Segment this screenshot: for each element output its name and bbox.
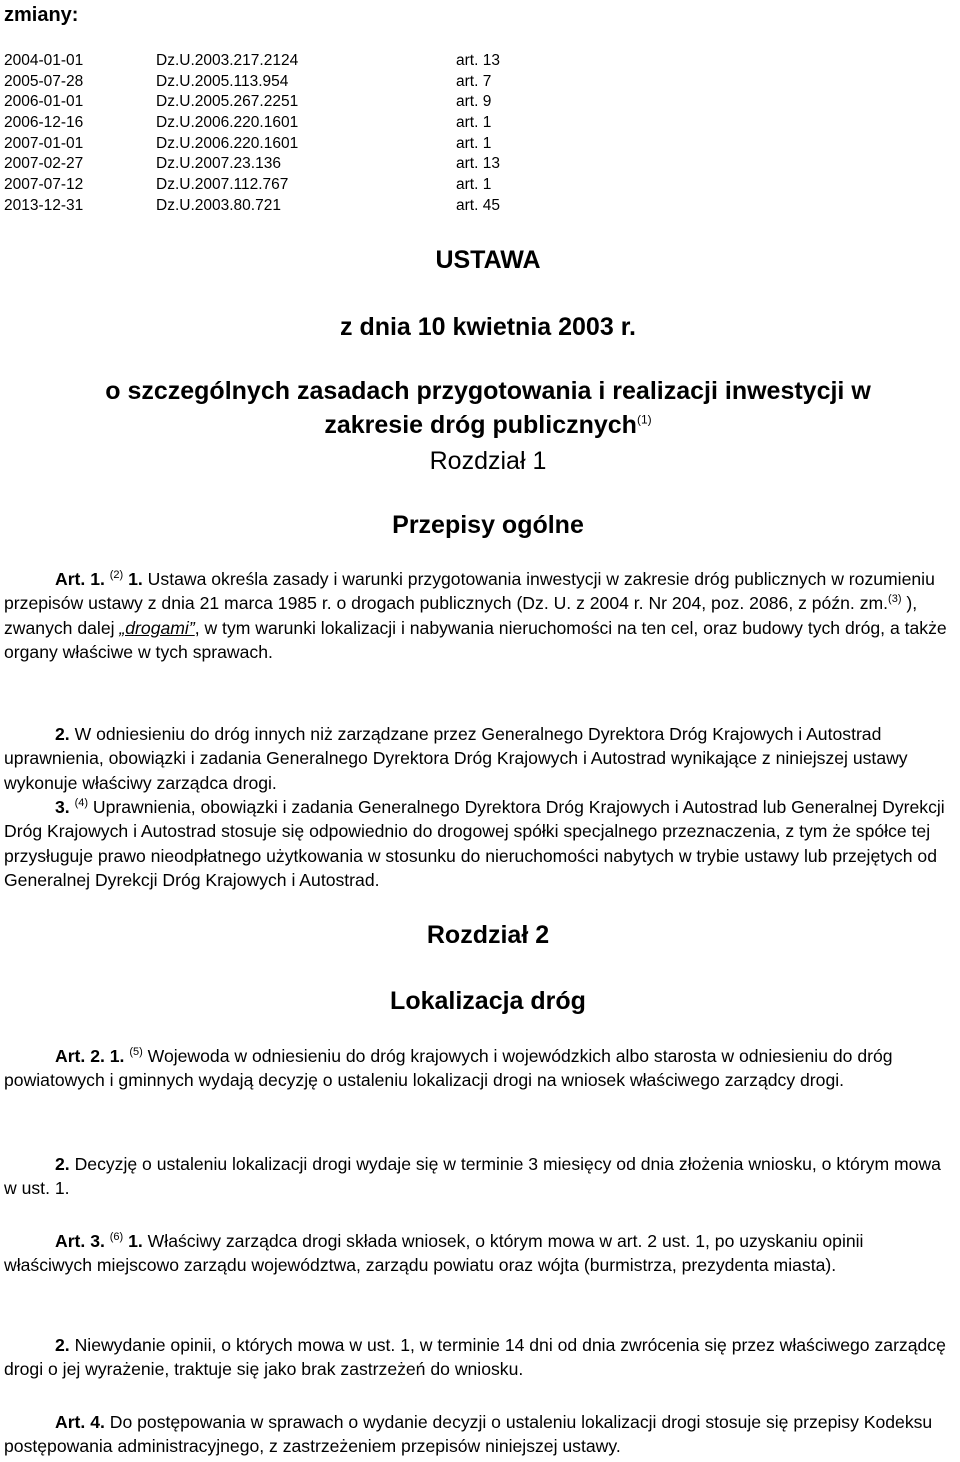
footnote-ref[interactable]: (3) [888, 593, 902, 606]
change-date: 2004-01-01 [4, 52, 84, 69]
act-title: USTAWA [435, 246, 541, 274]
change-source: Dz.U.2003.217.2124 [156, 52, 299, 69]
paragraph-text: Właściwy zarządca drogi składa wniosek, o którym mowa w art. 2 ust. 1, po uzyskaniu opinii właściwych miejscowo zarządu województwa, zarządu powiatu oraz wójta (burmistrza, prezydenta miasta). [4, 1231, 864, 1276]
change-article: art. 1 [456, 134, 492, 152]
paragraph-text: W odniesieniu do dróg innych niż zarządzane przez Generalnego Dyrektora Dróg Krajowych i Autostrad uprawnienia, obowiązki i zadania Generalnego Dyrektora Dróg Krajowych i Autostrad wynikające z niniejszej ustawy wykonuje właściwy zarządca drogi. [4, 724, 908, 793]
change-article: art. 45 [456, 196, 500, 214]
change-source: Dz.U.2006.220.1601 [156, 114, 299, 132]
art-1-para-3 [4, 795, 956, 893]
article-label: Art. 4. [55, 1412, 105, 1432]
art-1-para-2 [4, 722, 956, 795]
change-date: 2005-07-28 [4, 72, 84, 90]
change-date: 2006-01-01 [4, 93, 84, 111]
chapter-1-name: Przepisy ogólne [392, 511, 584, 539]
change-date: 2007-02-27 [4, 155, 84, 173]
change-date: 2006-12-16 [4, 114, 84, 132]
art-2-para-2 [4, 1152, 956, 1201]
change-date: 2007-07-12 [4, 176, 84, 194]
paragraph-number: 1. [128, 1231, 143, 1251]
change-article: art. 7 [456, 72, 492, 90]
article-label: Art. 3. [55, 1231, 105, 1251]
art-3-para-1 [4, 1229, 956, 1278]
paragraph-number: 2. [55, 1154, 70, 1174]
paragraph-number: 3. [55, 797, 70, 817]
article-label: Art. 1. [55, 569, 105, 589]
paragraph-text: Do postępowania w sprawach o wydanie decyzji o ustaleniu lokalizacji drogi stosuje się przepisy Kodeksu postępowania administracyjnego, z zastrzeżeniem przepisów niniejszej ustawy. [4, 1412, 933, 1457]
footnote-ref[interactable]: (1) [636, 412, 652, 427]
paragraph-number: 1. [128, 569, 143, 589]
art-3-para-2 [4, 1333, 956, 1382]
art-1-para-1 [4, 567, 956, 665]
paragraph-text: , w tym warunki lokalizacji i nabywania nieruchomości na ten cel, oraz budowy tych dróg, a także organy właściwe w tych sprawach. [4, 617, 947, 663]
chapter-1-number: Rozdział 1 [429, 447, 547, 475]
changes-heading: zmiany: [4, 4, 79, 26]
act-subject-line-2 [0, 409, 960, 441]
change-source: Dz.U.2007.112.767 [156, 176, 289, 194]
act-subject-line-1: o szczególnych zasadach przygotowania i realizacji inwestycji w [105, 377, 871, 405]
paragraph-text: Niewydanie opinii, o których mowa w ust. 1, w terminie 14 dni od dnia zwrócenia się przez właściwego zarządcę drogi o jej wyrażenie, traktuje się jako brak zastrzeżeń do wniosku. [4, 1335, 946, 1380]
article-label: Art. 2. 1. [55, 1046, 125, 1066]
change-article: art. 9 [456, 93, 492, 111]
act-date: z dnia 10 kwietnia 2003 r. [340, 313, 636, 341]
change-article: art. 1 [456, 114, 492, 132]
paragraph-number: 2. [55, 1335, 70, 1355]
art-4 [4, 1410, 956, 1459]
change-source: Dz.U.2006.220.1601 [156, 134, 299, 152]
act-subject-text: zakresie dróg publicznych [324, 411, 637, 439]
footnote-ref[interactable]: (4) [74, 797, 89, 810]
change-date: 2007-01-01 [4, 134, 84, 152]
change-source: Dz.U.2007.23.136 [156, 155, 281, 173]
chapter-2-name: Lokalizacja dróg [390, 987, 586, 1015]
change-source: Dz.U.2005.113.954 [156, 72, 289, 90]
change-article: art. 13 [456, 155, 500, 173]
paragraph-text: Wojewoda w odniesieniu do dróg krajowych i wojewódzkich albo starosta w odniesieniu do dróg powiatowych i gminnych wydają decyzję o ustaleniu lokalizacji drogi na wniosek właściwego zarządcy drogi. [4, 1046, 893, 1091]
change-article: art. 13 [456, 52, 500, 69]
paragraph-number: 2. [55, 724, 70, 744]
footnote-ref[interactable]: (6) [109, 1231, 124, 1244]
defined-term: „drogami” [119, 617, 195, 638]
paragraph-text: ), zwanych dalej [4, 593, 918, 638]
change-source: Dz.U.2003.80.721 [156, 196, 281, 214]
chapter-2-number: Rozdział 2 [426, 921, 550, 949]
paragraph-text: Uprawnienia, obowiązki i zadania Generalnego Dyrektora Dróg Krajowych i Autostrad lub Generalnej Dyrekcji Dróg Krajowych i Autostrad stosuje się odpowiednio do drogowej spółki specjalnego przeznaczenia, z tym że spółce tej przysługuje prawo nieodpłatnego użytkowania w stosunku do nieruchomości nabytych w trybie ustawy lub przejętych od Generalnej Dyrekcji Dróg Krajowych i Autostrad. [4, 797, 945, 891]
change-date: 2013-12-31 [4, 196, 84, 214]
art-2-para-1 [4, 1044, 956, 1093]
footnote-ref[interactable]: (5) [129, 1046, 143, 1059]
footnote-ref[interactable]: (2) [109, 569, 124, 582]
change-source: Dz.U.2005.267.2251 [156, 93, 299, 111]
paragraph-text: Ustawa określa zasady i warunki przygotowania inwestycji w zakresie dróg publicznych w rozumieniu przepisów ustawy z dnia 21 marca 1985 r. o drogach publicznych (Dz. U. z 2004 r. Nr 204, poz. 2086, z późn. zm. [4, 569, 935, 614]
paragraph-text: Decyzję o ustaleniu lokalizacji drogi wydaje się w terminie 3 miesięcy od dnia złożenia wniosku, o którym mowa w ust. 1. [4, 1154, 941, 1199]
change-article: art. 1 [456, 176, 492, 194]
